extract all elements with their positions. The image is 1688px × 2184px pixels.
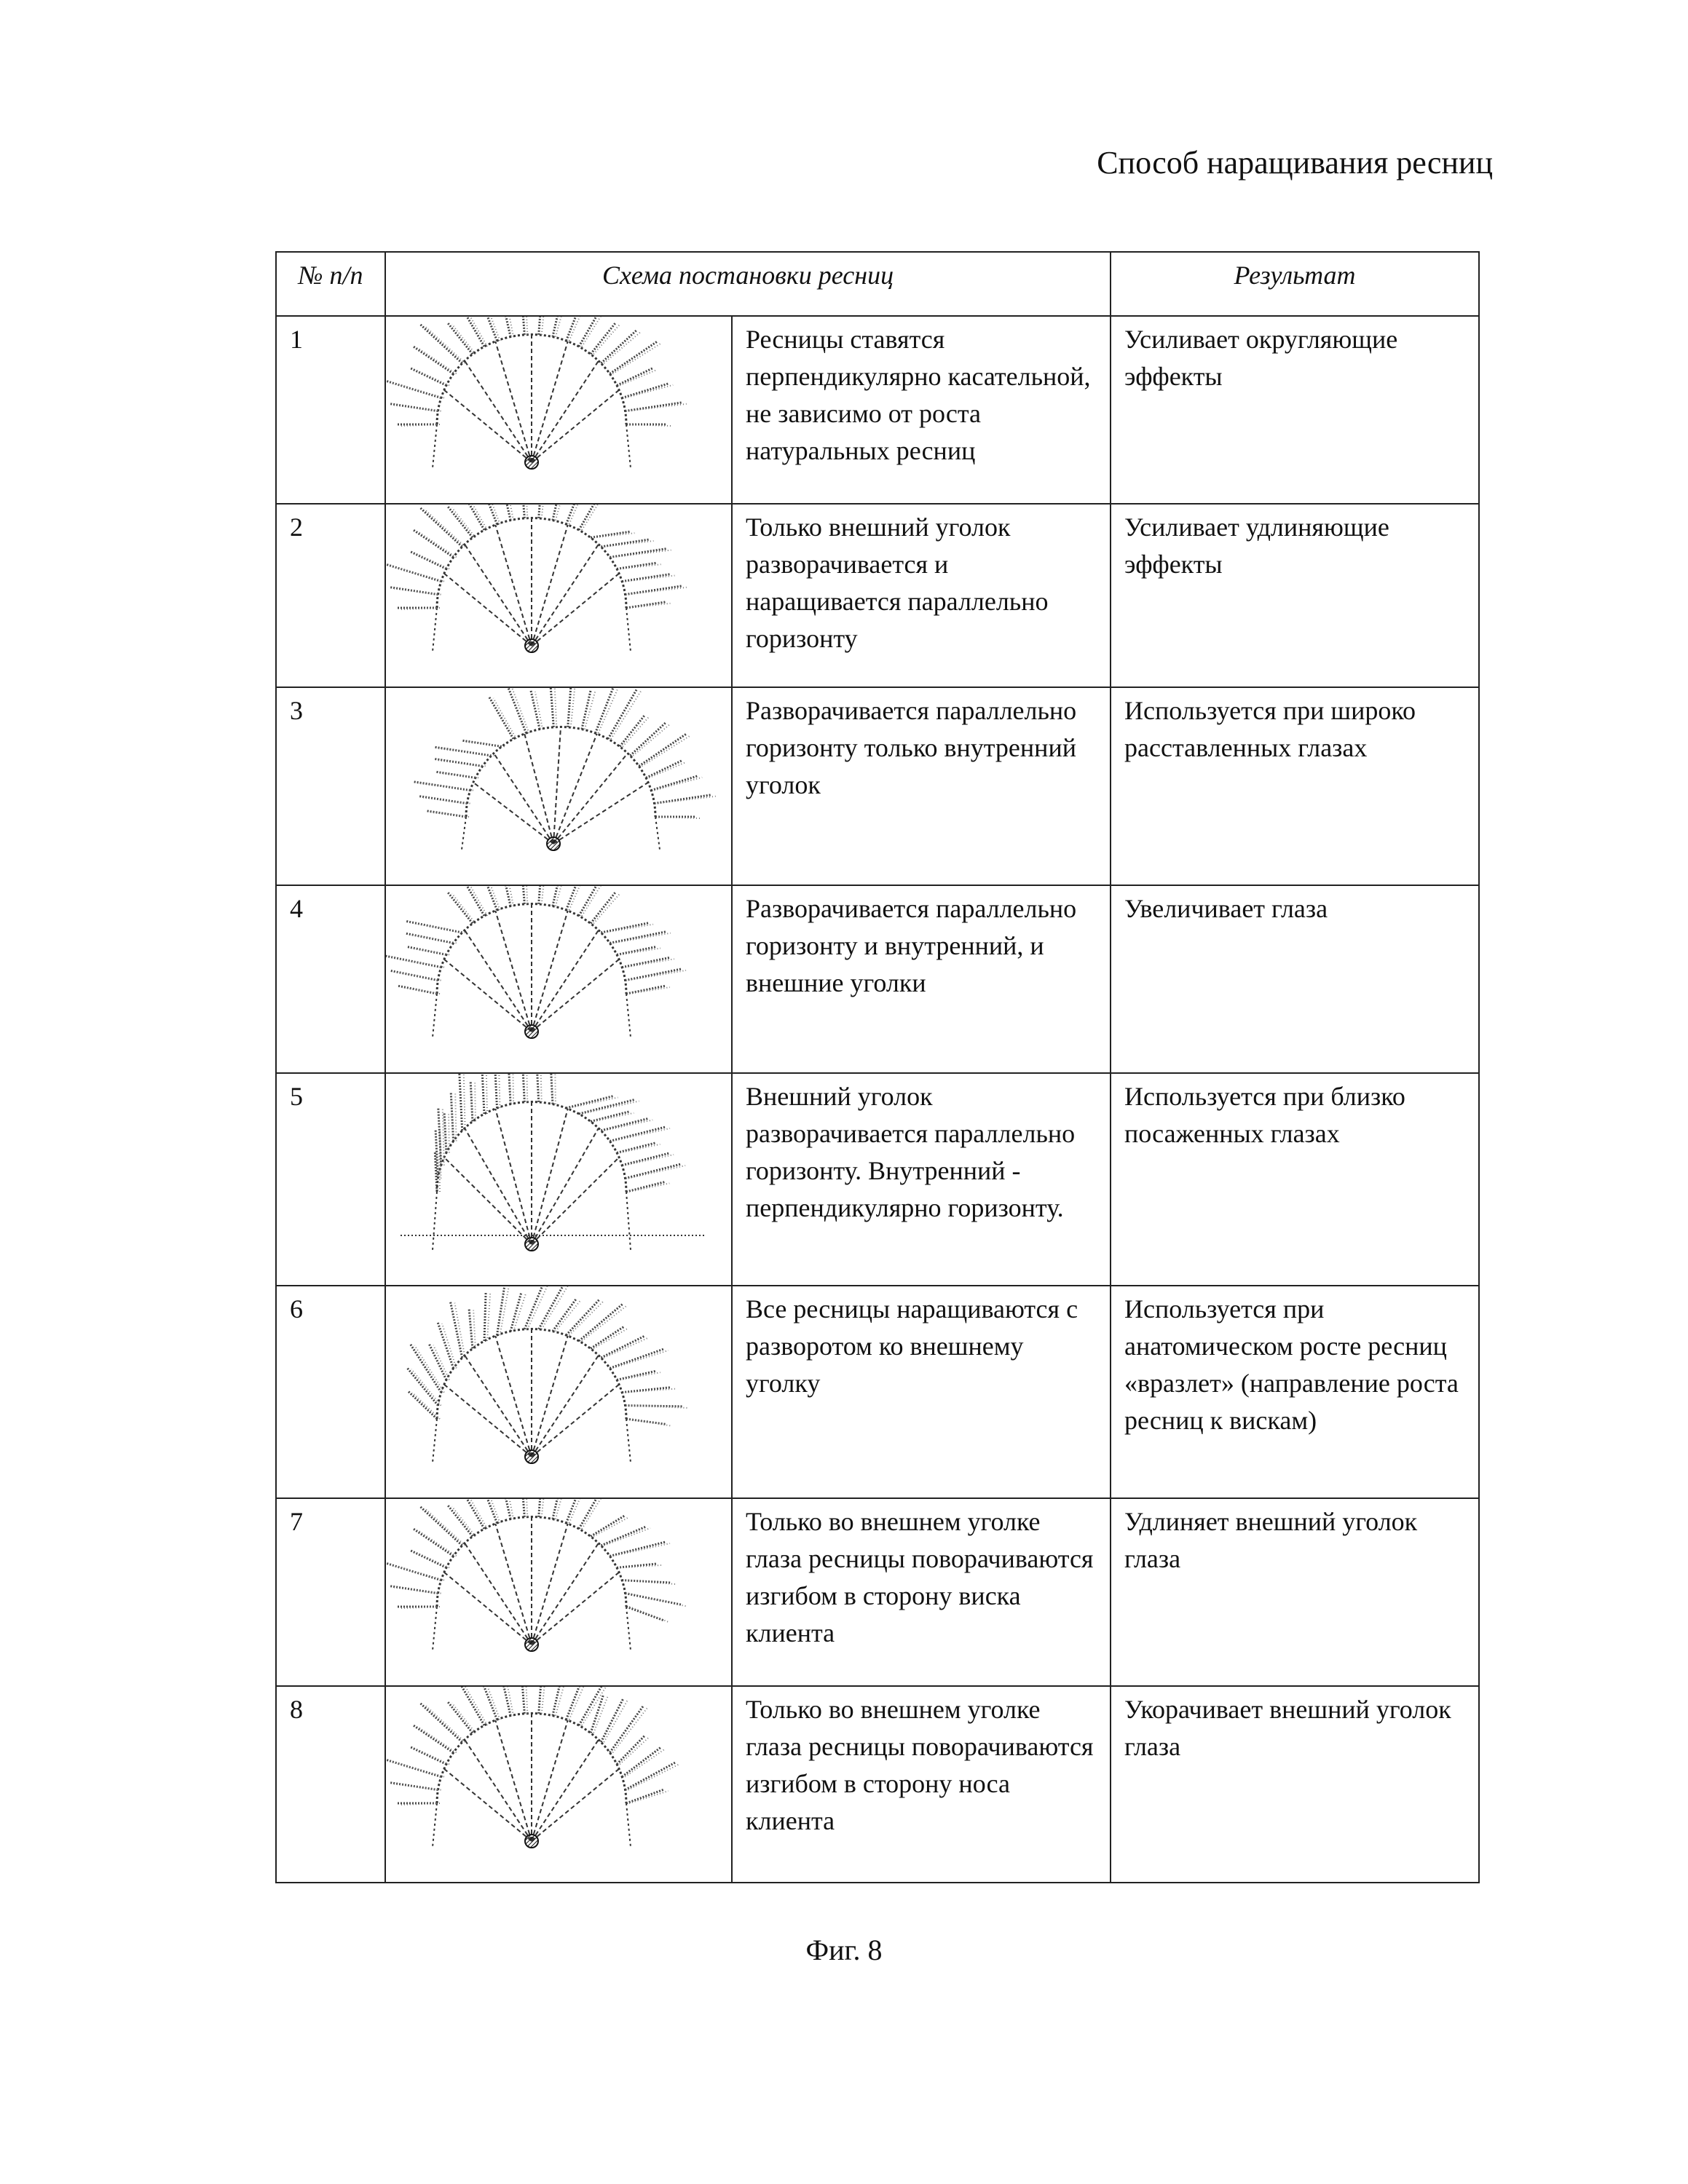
scheme-description: Только во внешнем уголке глаза ресницы поворачиваются изгибом в сторону носа клиента — [732, 1686, 1111, 1883]
scheme-description: Разворачивается параллельно горизонту и внутренний, и внешние уголки — [732, 885, 1111, 1073]
row-number: 1 — [276, 316, 385, 504]
scheme-3-icon — [386, 688, 731, 885]
scheme-7-icon — [386, 1499, 731, 1685]
scheme-description: Внешний уголок разворачивается параллельно горизонту. Внутренний - перпендикулярно горизонту. — [732, 1073, 1111, 1286]
scheme-4-icon — [386, 886, 731, 1072]
scheme-8-icon — [386, 1687, 731, 1882]
scheme-1-icon — [386, 317, 731, 503]
scheme-description: Ресницы ставятся перпендикулярно касательной, не зависимо от роста натуральных ресниц — [732, 316, 1111, 504]
scheme-description: Только внешний уголок разворачивается и наращивается параллельно горизонту — [732, 504, 1111, 687]
result-text: Усиливает удлиняющие эффекты — [1111, 504, 1479, 687]
table-row — [276, 1498, 1479, 1686]
scheme-cell — [385, 1498, 732, 1686]
result-text: Используется при близко посаженных глазах — [1111, 1073, 1479, 1286]
row-number: 7 — [276, 1498, 385, 1686]
scheme-cell — [385, 687, 732, 885]
scheme-description: Разворачивается параллельно горизонту только внутренний уголок — [732, 687, 1111, 885]
result-text: Используется при широко расставленных глазах — [1111, 687, 1479, 885]
result-text: Используется при анатомическом росте ресниц «вразлет» (направление роста ресниц к вискам) — [1111, 1286, 1479, 1498]
scheme-2-icon — [386, 505, 731, 687]
result-text: Укорачивает внешний уголок глаза — [1111, 1686, 1479, 1883]
row-number: 5 — [276, 1073, 385, 1286]
table-row — [276, 316, 1479, 504]
header-result: Результат — [1111, 252, 1479, 316]
scheme-cell — [385, 1286, 732, 1498]
scheme-cell — [385, 1073, 732, 1286]
table-row — [276, 504, 1479, 687]
scheme-cell — [385, 504, 732, 687]
result-text: Удлиняет внешний уголок глаза — [1111, 1498, 1479, 1686]
scheme-6-icon — [386, 1286, 731, 1497]
table-row — [276, 687, 1479, 885]
table-row — [276, 1286, 1479, 1498]
scheme-cell — [385, 316, 732, 504]
row-number: 6 — [276, 1286, 385, 1498]
table-row — [276, 1686, 1479, 1883]
document-title: Способ наращивания ресниц — [1097, 145, 1493, 181]
scheme-description: Все ресницы наращиваются с разворотом ко внешнему уголку — [732, 1286, 1111, 1498]
result-text: Увеличивает глаза — [1111, 885, 1479, 1073]
header-scheme: Схема постановки ресниц — [385, 252, 1111, 316]
lash-scheme-table — [275, 251, 1480, 1883]
header-number: № п/п — [276, 252, 385, 316]
table-row — [276, 885, 1479, 1073]
row-number: 8 — [276, 1686, 385, 1883]
row-number: 2 — [276, 504, 385, 687]
scheme-5-icon — [386, 1074, 731, 1285]
scheme-description: Только во внешнем уголке глаза ресницы поворачиваются изгибом в сторону виска клиента — [732, 1498, 1111, 1686]
table-row — [276, 1073, 1479, 1286]
scheme-cell — [385, 885, 732, 1073]
scheme-cell — [385, 1686, 732, 1883]
figure-caption: Фиг. 8 — [805, 1934, 883, 1966]
row-number: 3 — [276, 687, 385, 885]
row-number: 4 — [276, 885, 385, 1073]
result-text: Усиливает округляющие эффекты — [1111, 316, 1479, 504]
table-header-row — [276, 252, 1479, 316]
